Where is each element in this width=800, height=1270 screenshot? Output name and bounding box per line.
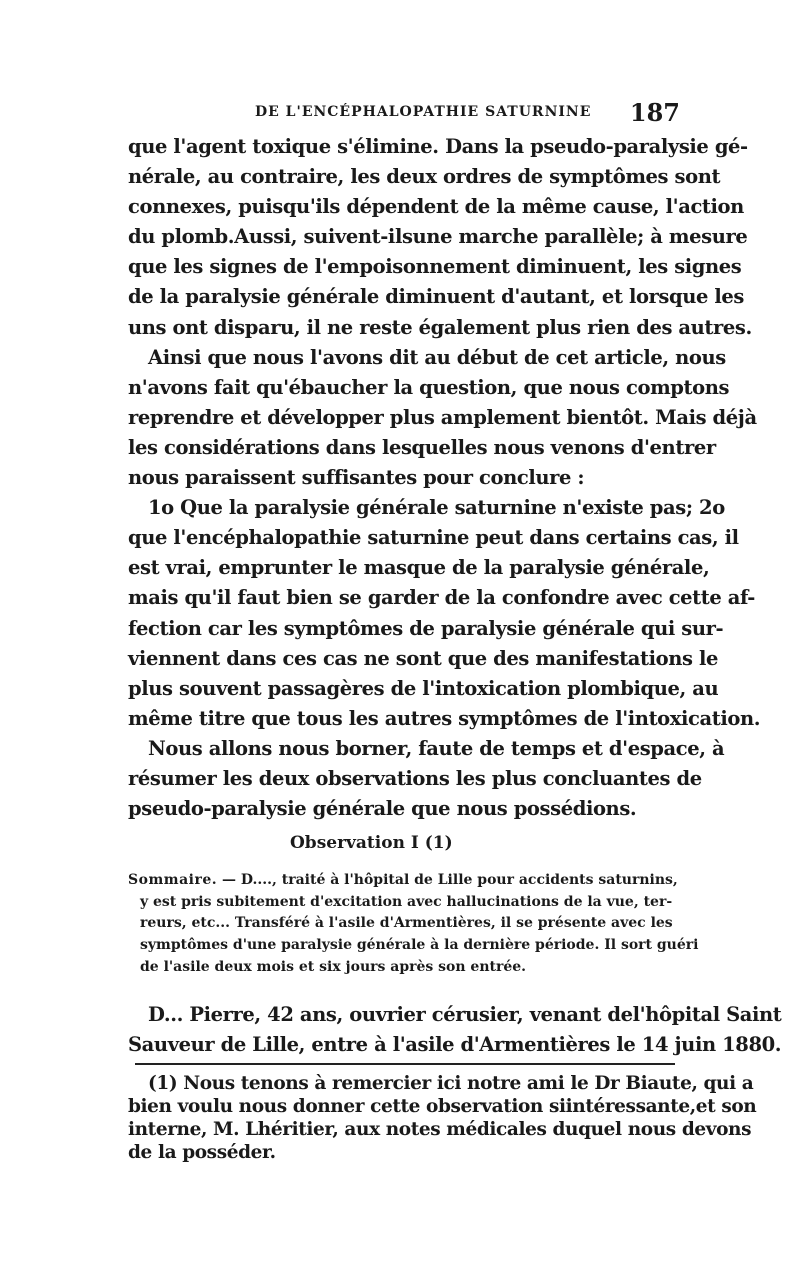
summary-line: symptômes d'une paralysie générale à la dernière période. Il sort guéri xyxy=(140,937,699,954)
text-line: mais qu'il faut bien se garder de la confondre avec cette af- xyxy=(128,586,756,610)
text-line: même titre que tous les autres symptômes de l'intoxication. xyxy=(128,706,761,730)
footnote-line: de la posséder. xyxy=(128,1142,276,1163)
text-line: uns ont disparu, il ne reste également plus rien des autres. xyxy=(128,315,752,339)
main-text xyxy=(128,132,761,824)
text-line: Sauveur de Lille, entre à l'asile d'Armentières le 14 juin 1880. xyxy=(128,1033,782,1057)
text-line: les considérations dans lesquelles nous venons d'entrer xyxy=(128,435,716,459)
text-line: résumer les deux observations les plus concluantes de xyxy=(128,766,702,790)
text-line: que l'agent toxique s'élimine. Dans la pseudo-paralysie gé- xyxy=(128,135,748,158)
text-line: de la paralysie générale diminuent d'autant, et lorsque les xyxy=(128,285,745,309)
text-line: plus souvent passagères de l'intoxication plombique, au xyxy=(128,676,719,700)
summary-line: — D...., traité à l'hôpital de Lille pour accidents saturnins, xyxy=(222,872,678,888)
page-number: 187 xyxy=(629,98,680,127)
text-line: Nous allons nous borner, faute de temps et d'espace, à xyxy=(148,736,725,760)
running-header xyxy=(135,98,680,128)
text-line: nérale, au contraire, les deux ordres de symptômes sont xyxy=(128,165,721,189)
text-line: est vrai, emprunter le masque de la paralysie générale, xyxy=(128,556,710,580)
text-line: nous paraissent suffisantes pour conclure : xyxy=(128,466,585,490)
text-line: que les signes de l'empoisonnement diminuent, les signes xyxy=(128,255,742,279)
text-line: viennent dans ces cas ne sont que des manifestations le xyxy=(128,646,719,670)
summary-line: reurs, etc... Transféré à l'asile d'Armentières, il se présente avec les xyxy=(140,915,673,932)
observation-heading: Observation I (1) xyxy=(290,833,453,853)
footnote xyxy=(128,1072,757,1164)
text-line: 1o Que la paralysie générale saturnine n'existe pas; 2o xyxy=(148,496,725,520)
summary-block xyxy=(128,870,699,978)
text-line: du plomb.Aussi, suivent-ilsune marche parallèle; à mesure xyxy=(128,225,748,249)
summary-line: de l'asile deux mois et six jours après son entrée. xyxy=(140,958,527,975)
footnote-line: bien voulu nous donner cette observation siintéressante,et son xyxy=(128,1096,757,1117)
text-line: connexes, puisqu'ils dépendent de la même cause, l'action xyxy=(128,195,744,219)
running-title: DE L'ENCÉPHALOPATHIE SATURNINE xyxy=(255,104,592,120)
text-line: reprendre et développer plus amplement bientôt. Mais déjà xyxy=(128,405,757,429)
footnote-line: interne, M. Lhéritier, aux notes médicales duquel nous devons xyxy=(128,1119,752,1140)
text-line: fection car les symptômes de paralysie générale qui sur- xyxy=(128,616,724,640)
summary-label: Sommaire. xyxy=(128,872,218,888)
text-line: que l'encéphalopathie saturnine peut dans certains cas, il xyxy=(128,526,739,550)
text-line: pseudo-paralysie générale que nous possédions. xyxy=(128,797,637,821)
footnote-rule xyxy=(135,1063,675,1065)
patient-intro xyxy=(128,1000,782,1060)
text-line: n'avons fait qu'ébaucher la question, que nous comptons xyxy=(128,375,730,399)
text-line: Ainsi que nous l'avons dit au début de cet article, nous xyxy=(148,345,726,369)
text-line: D... Pierre, 42 ans, ouvrier cérusier, venant del'hôpital Saint xyxy=(148,1003,782,1026)
summary-line: y est pris subitement d'excitation avec hallucinations de la vue, ter- xyxy=(140,893,673,910)
footnote-line: (1) Nous tenons à remercier ici notre ami le Dr Biaute, qui a xyxy=(148,1073,754,1094)
